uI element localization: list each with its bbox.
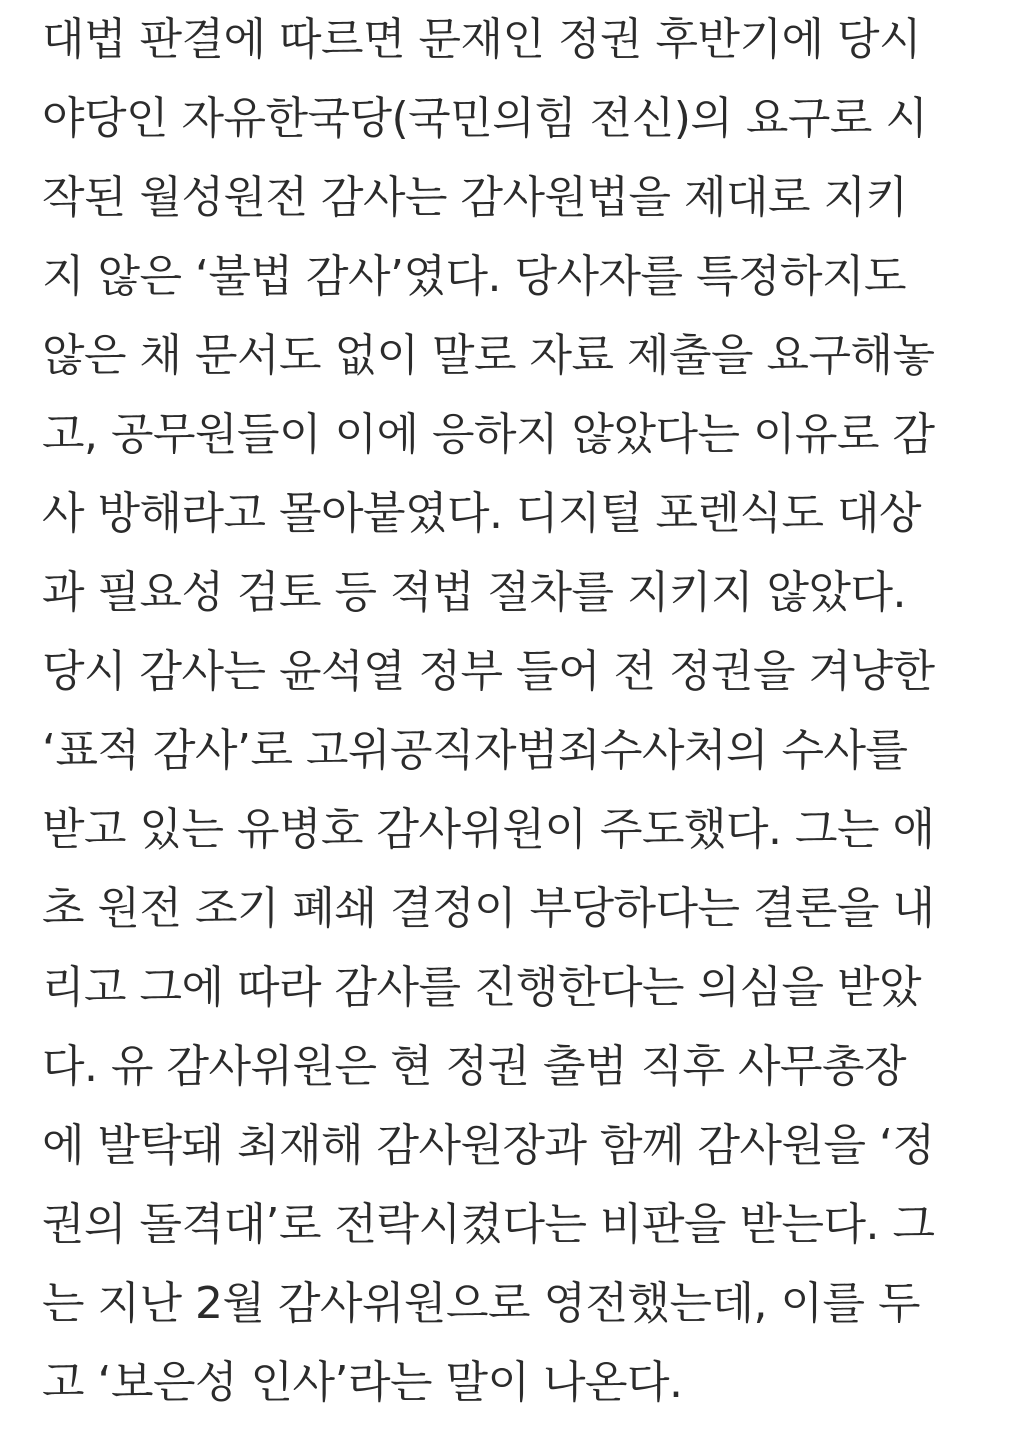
article-body — [42, 0, 992, 1422]
article-line: 리고 그에 따라 감사를 진행한다는 의심을 받았 — [42, 962, 921, 1013]
article-line: 대법 판결에 따르면 문재인 정권 후반기에 당시 — [42, 14, 921, 65]
article-line: 당시 감사는 윤석열 정부 들어 전 정권을 겨냥한 — [42, 646, 935, 697]
article-line: 작된 월성원전 감사는 감사원법을 제대로 지키 — [42, 172, 908, 223]
article-line: 고 ‘보은성 인사’라는 말이 나온다. — [42, 1357, 683, 1408]
article-line: 야당인 자유한국당(국민의힘 전신)의 요구로 시 — [42, 93, 928, 144]
article-line: 에 발탁돼 최재해 감사원장과 함께 감사원을 ‘정 — [42, 1120, 935, 1171]
article-line: 는 지난 2월 감사위원으로 영전했는데, 이를 두 — [42, 1278, 920, 1329]
article-line: 다. 유 감사위원은 현 정권 출범 직후 사무총장 — [42, 1041, 906, 1092]
article-line: 고, 공무원들이 이에 응하지 않았다는 이유로 감 — [42, 409, 935, 460]
article-line: ‘표적 감사’로 고위공직자범죄수사처의 수사를 — [42, 725, 908, 776]
article-line: 사 방해라고 몰아붙였다. 디지털 포렌식도 대상 — [42, 488, 921, 539]
article-line: 과 필요성 검토 등 적법 절차를 지키지 않았다. — [42, 567, 906, 618]
article-line: 않은 채 문서도 없이 말로 자료 제출을 요구해놓 — [42, 330, 935, 381]
article-line: 받고 있는 유병호 감사위원이 주도했다. 그는 애 — [42, 804, 935, 855]
article-line: 지 않은 ‘불법 감사’였다. 당사자를 특정하지도 — [42, 251, 906, 302]
article-line: 초 원전 조기 폐쇄 결정이 부당하다는 결론을 내 — [42, 883, 935, 934]
article-line: 권의 돌격대’로 전락시켰다는 비판을 받는다. 그 — [42, 1199, 935, 1250]
